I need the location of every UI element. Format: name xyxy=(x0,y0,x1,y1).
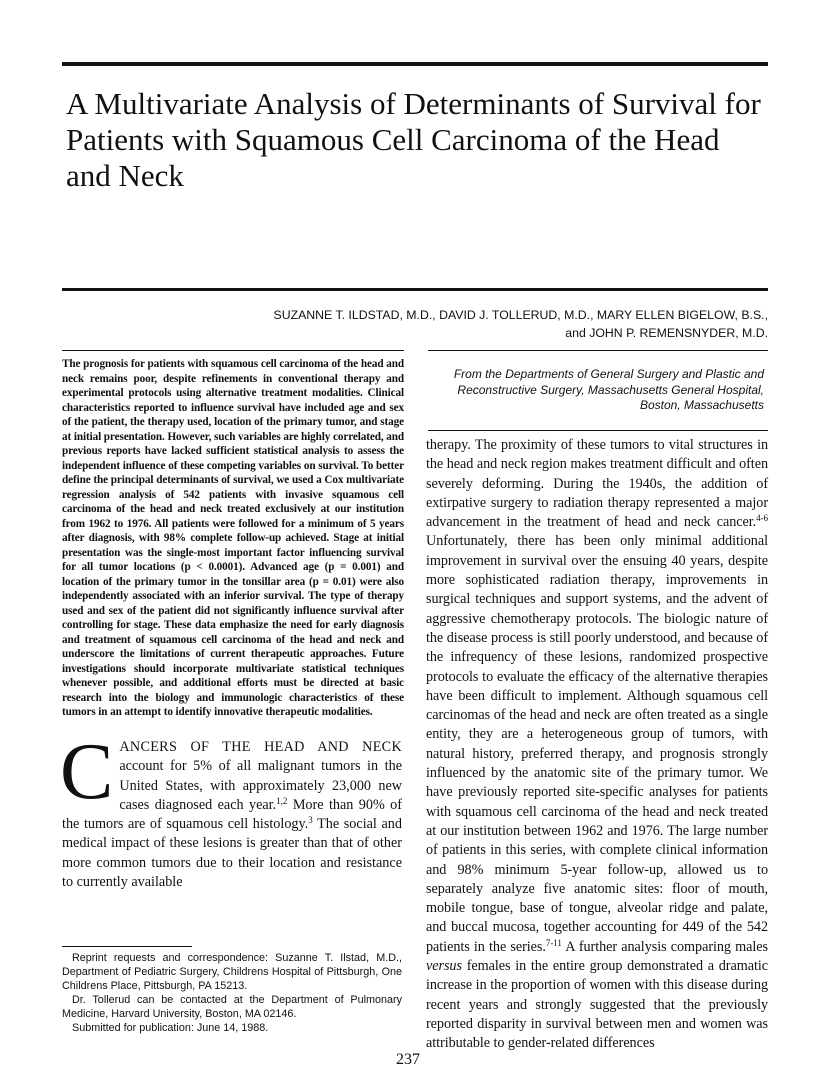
title-rule xyxy=(62,288,768,291)
affiliation-line-2: Reconstructive Surgery, Massachusetts General Hospital, xyxy=(457,382,764,397)
drop-cap: C xyxy=(60,728,114,816)
body-text-2: Unfortunately, there has been only minimal additional improvement in survival over the ensuing 40 years, despite more sophisticated radiation therapy, improvements in surgical techniques and support systems, and the advent of aggressive chemotherapy protocols. The biologic nature of the disease process is still poorly understood, and because of the infrequency of these lesions, randomized prospective protocols to evaluate the efficacy of the alternative therapies have been difficult to implement. Although squamous cell carcinomas of the head and neck are often treated as a single entity, they are a heterogeneous group of tumors, with natural history, preferred therapy, and prognosis strongly influenced by the anatomic site of the primary tumor. We have previously reported site-specific analyses for patients with squamous cell carcinoma of the head and neck treated at our institution between 1962 and 1976. The large number of patients in this series, with complete clinical information and 98% minimum 5-year follow-up, allowed us to separately analyze five anatomic sites: floor of mouth, mobile tongue, base of tongue, alveolar ridge and palate, and buccal mucosa, together accounting for 449 of the 542 patients in the series. xyxy=(426,533,768,955)
affiliation xyxy=(428,367,764,414)
body-ref-2: 7-11 xyxy=(545,937,562,948)
author-line-2: and JOHN P. REMENSNYDER, M.D. xyxy=(565,326,768,340)
author-list xyxy=(240,306,768,342)
intro-text-2: More than 90% of the tumors are of squamous cell histology. xyxy=(62,796,402,833)
footnote-contact: Dr. Tollerud can be contacted at the Department of Pulmonary Medicine, Harvard University, Boston, MA 02146. xyxy=(62,994,402,1020)
footnote-reprint: Reprint requests and correspondence: Suzanne T. Ilstad, M.D., Department of Pediatric Surgery, Childrens Hospital of Pittsburgh, One Childrens Place, Pittsburgh, PA 15213. xyxy=(62,952,402,992)
footnote-rule xyxy=(62,946,192,947)
body-column-right xyxy=(426,436,768,1054)
abstract: The prognosis for patients with squamous cell carcinoma of the head and neck remains poor, despite refinements in conventional therapy and experimental protocols using alternative treatment modalities. Clinical characteristics reported to influence survival have included age and sex of the patient, the therapy used, location of the primary tumor, and stage at initial presentation. However, such variables are highly correlated, and previous reports have lacked sufficient statistical analysis to assess the independent influence of these competing variables on survival. To better define the principal determinants of survival, we used a Cox multivariate regression analysis of 542 patients with invasive squamous cell carcinoma of the head and neck treated exclusively at our institution from 1962 to 1976. All patients were followed for a minimum of 5 years after diagnosis, with 98% complete follow-up achieved. Stage at initial presentation was the single-most important factor influencing survival for all tumor locations (p < 0.0001). Advanced age (p = 0.001) and location of the primary tumor in the tonsillar area (p = 0.01) were also independently associated with an inferior survival. The type of therapy used and sex of the patient did not significantly influence survival after controlling for stage. These data emphasize the need for early diagnosis and treatment of squamous cell carcinoma of the head and neck and underscore the limitations of current therapeutic approaches. Future investigations should incorporate multivariate statistical techniques whenever possible, and additional efforts must be directed at basic research into the biology and immunologic characteristics of these tumors in an attempt to identify innovative therapeutic modalities. xyxy=(62,358,404,718)
affiliation-line-3: Boston, Massachusetts xyxy=(639,398,764,412)
article-title: A Multivariate Analysis of Determinants of Survival for Patients with Squamous Cell Carcinoma of the Head and Neck xyxy=(66,86,761,193)
top-rule xyxy=(62,62,768,66)
page-number: 237 xyxy=(396,1051,420,1068)
body-italic-versus: versus xyxy=(426,958,462,975)
intro-small-caps: ANCERS OF THE HEAD AND NECK xyxy=(119,739,402,755)
affiliation-line-1: From the Departments of General Surgery and Plastic and xyxy=(453,367,764,381)
footnotes xyxy=(62,951,402,1035)
abstract-rule xyxy=(62,350,404,351)
body-ref-1: 4-6 xyxy=(756,513,768,524)
intro-text-1: account for 5% of all malignant tumors in the United States, with approximately 23,000 new cases diagnosed each year. xyxy=(119,758,402,813)
body-text-3: A further analysis comparing males xyxy=(561,938,768,955)
body-text-4: females in the entire group demonstrated a dramatic increase in the proportion of women with this disease during recent years and strongly suggested that the previously reported disparity in survival between men and women was attributable to gender-related differences xyxy=(426,958,768,1052)
author-line-1: SUZANNE T. ILDSTAD, M.D., DAVID J. TOLLERUD, M.D., MARY ELLEN BIGELOW, B.S., xyxy=(273,308,768,322)
affiliation-rule xyxy=(428,350,768,351)
body-text-1: therapy. The proximity of these tumors to vital structures in the head and neck region makes treatment difficult and often severely deforming. During the 1940s, the addition of extirpative surgery to radiation therapy represented a major advancement in the treatment of head and neck cancer. xyxy=(426,437,768,531)
intro-ref-2: 3 xyxy=(308,815,313,826)
intro-ref-1: 1,2 xyxy=(276,795,288,806)
intro-text-3: The social and medical impact of these lesions is greater than that of other more common tumors due to their location and resistance to currently available xyxy=(62,816,402,891)
body-rule xyxy=(428,430,768,431)
introduction-paragraph xyxy=(60,728,402,892)
footnote-submitted: Submitted for publication: June 14, 1988. xyxy=(72,1022,269,1034)
